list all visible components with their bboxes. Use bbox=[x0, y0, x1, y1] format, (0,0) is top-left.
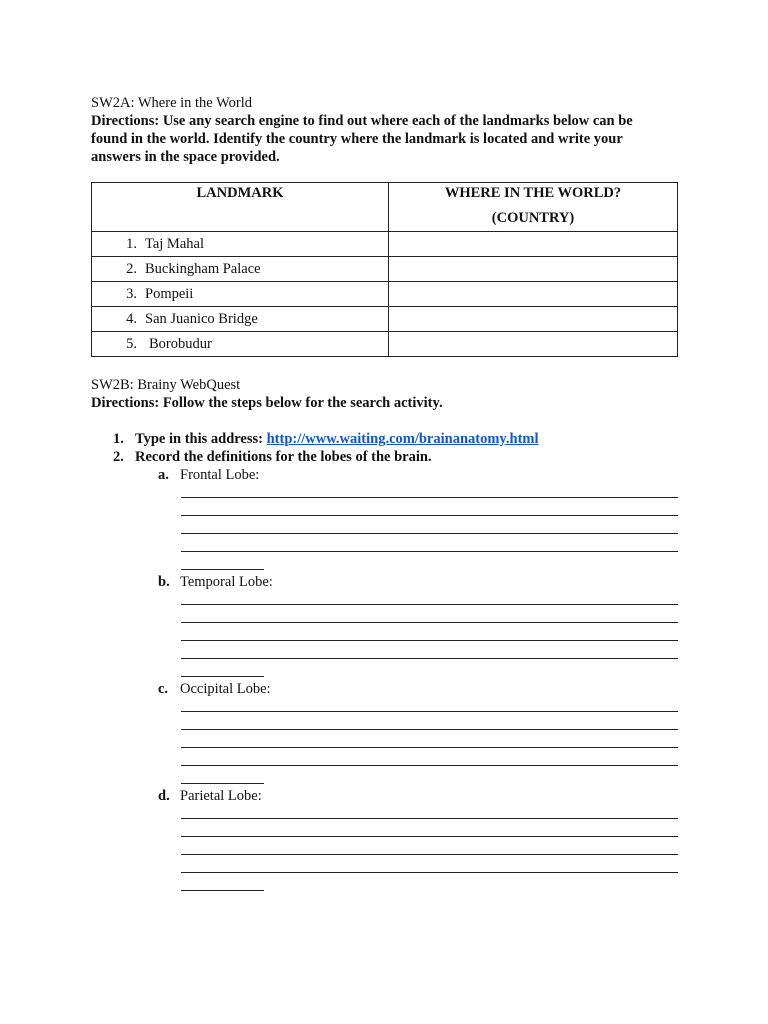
temporal-lobe-label: b. Temporal Lobe: bbox=[158, 574, 273, 590]
answer-line[interactable] bbox=[181, 622, 678, 623]
step-2: 2. Record the definitions for the lobes of the brain. bbox=[113, 449, 432, 465]
landmark-cell: 3. Pompeii bbox=[92, 282, 389, 307]
parietal-lobe-label: d. Parietal Lobe: bbox=[158, 788, 262, 804]
sw2b-title: SW2B: Brainy WebQuest bbox=[91, 377, 241, 393]
sw2a-directions-line-1: Directions: Use any search engine to find out where each of the landmarks below can be bbox=[91, 113, 633, 129]
sw2a-directions-line-2: found in the world. Identify the country where the landmark is located and write your bbox=[91, 131, 623, 147]
answer-line[interactable] bbox=[181, 836, 678, 837]
answer-line[interactable] bbox=[181, 729, 678, 730]
answer-line[interactable] bbox=[181, 890, 264, 891]
answer-cell[interactable] bbox=[389, 307, 678, 332]
answer-line[interactable] bbox=[181, 854, 678, 855]
sw2b-directions: Directions: Follow the steps below for the search activity. bbox=[91, 395, 443, 411]
answer-cell[interactable] bbox=[389, 257, 678, 282]
header-landmark: LANDMARK bbox=[92, 183, 389, 232]
answer-cell[interactable] bbox=[389, 232, 678, 257]
table-row bbox=[92, 307, 678, 332]
answer-line[interactable] bbox=[181, 551, 678, 552]
header-where-in-the-world: WHERE IN THE WORLD? (COUNTRY) bbox=[389, 183, 678, 232]
answer-line[interactable] bbox=[181, 872, 678, 873]
table-row bbox=[92, 282, 678, 307]
landmark-cell: 4. San Juanico Bridge bbox=[92, 307, 389, 332]
answer-line[interactable] bbox=[181, 515, 678, 516]
table-row bbox=[92, 332, 678, 357]
webquest-link[interactable]: http://www.waiting.com/brainanatomy.html bbox=[266, 431, 539, 447]
answer-line[interactable] bbox=[181, 783, 264, 784]
table-row bbox=[92, 257, 678, 282]
answer-line[interactable] bbox=[181, 640, 678, 641]
landmark-cell: 2. Buckingham Palace bbox=[92, 257, 389, 282]
answer-line[interactable] bbox=[181, 676, 264, 677]
answer-cell[interactable] bbox=[389, 332, 678, 357]
answer-line[interactable] bbox=[181, 711, 678, 712]
occipital-lobe-label: c. Occipital Lobe: bbox=[158, 681, 271, 697]
table-header-row bbox=[92, 183, 678, 232]
step-1: 1. Type in this address: http://www.waiting.com/brainanatomy.html bbox=[113, 431, 539, 447]
landmark-table bbox=[91, 182, 678, 357]
sw2a-title: SW2A: Where in the World bbox=[91, 95, 252, 111]
answer-line[interactable] bbox=[181, 497, 678, 498]
table-row bbox=[92, 232, 678, 257]
landmark-cell: 1. Taj Mahal bbox=[92, 232, 389, 257]
answer-line[interactable] bbox=[181, 747, 678, 748]
answer-line[interactable] bbox=[181, 533, 678, 534]
answer-line[interactable] bbox=[181, 818, 678, 819]
answer-line[interactable] bbox=[181, 604, 678, 605]
answer-line[interactable] bbox=[181, 765, 678, 766]
sw2a-directions-line-3: answers in the space provided. bbox=[91, 149, 280, 165]
frontal-lobe-label: a. Frontal Lobe: bbox=[158, 467, 260, 483]
answer-cell[interactable] bbox=[389, 282, 678, 307]
landmark-cell: 5. Borobudur bbox=[92, 332, 389, 357]
answer-line[interactable] bbox=[181, 569, 264, 570]
answer-line[interactable] bbox=[181, 658, 678, 659]
